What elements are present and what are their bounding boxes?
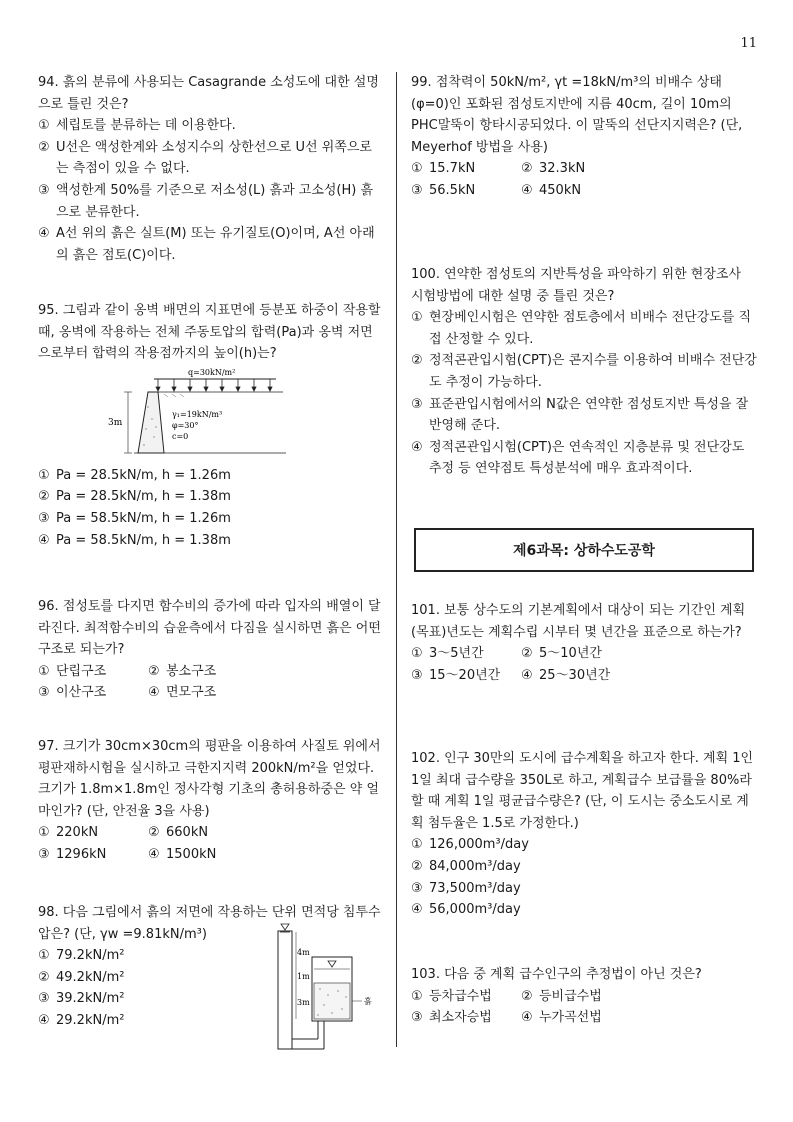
retaining-wall-figure — [108, 367, 288, 463]
cohesion-label: c=0 — [172, 431, 189, 441]
option-4[interactable]: ④ 25～30년간 — [521, 667, 611, 683]
question-95 — [38, 300, 384, 551]
option-2[interactable]: ② U선은 액성한계와 소성지수의 상한선으로 U선 위쪽으로는 측점이 있을 수 없다. — [38, 139, 372, 177]
option-3[interactable]: ③ 39.2kN/m² — [38, 991, 125, 1007]
option-3[interactable]: ③ 73,500m³/day — [411, 880, 521, 896]
option-2[interactable]: ② 49.2kN/m² — [38, 969, 125, 985]
question-stem: 99. 점착력이 50kN/m², γt =18kN/m³의 비배수 상태(φ=0)인 포화된 점성토지반에 지름 40cm, 길이 10m의 PHC말뚝이 항타시공되었다. 이 말뚝의 선단지지력은? (단, Meyerhof 방법을 사용) — [411, 75, 743, 155]
wall-height-label: 3m — [108, 417, 123, 428]
option-3[interactable]: ③ Pa = 58.5kN/m, h = 1.26m — [38, 510, 231, 526]
question-94 — [38, 72, 384, 266]
option-4[interactable]: ④ 56,000m³/day — [411, 902, 521, 918]
option-2[interactable]: ② 봉소구조 — [148, 663, 217, 679]
load-label: q=30kN/m² — [188, 367, 236, 377]
option-3[interactable]: ③ 표준관입시험에서의 N값은 연약한 점성토지반 특성을 잘 반영해 준다. — [411, 396, 749, 434]
option-3[interactable]: ③ 15～20년간 — [411, 667, 501, 683]
question-stem: 95. 그림과 같이 옹벽 배면의 지표면에 등분포 하중이 작용할 때, 옹벽에 작용하는 전체 주동토압의 합력(Pa)과 옹벽 저면으로부터 합력의 작용점까지의 높이(h)는? — [38, 303, 381, 362]
option-1[interactable]: ① 단립구조 — [38, 663, 107, 679]
question-102 — [411, 748, 757, 921]
unit-weight-label: γ₁=19kN/m³ — [172, 409, 223, 419]
question-stem: 94. 흙의 분류에 사용되는 Casagrande 소성도에 대한 설명으로 틀린 것은? — [38, 75, 379, 112]
option-4[interactable]: ④ 29.2kN/m² — [38, 1012, 125, 1028]
option-4[interactable]: ④ 450kN — [521, 182, 582, 198]
question-100 — [411, 264, 757, 480]
option-2[interactable]: ② 정적콘관입시험(CPT)은 콘지수를 이용하여 비배수 전단강도 추정이 가능하다. — [411, 353, 757, 390]
soil-label: 흙 — [364, 997, 372, 1007]
question-stem: 100. 연약한 점성토의 지반특성을 파악하기 위한 현장조사 시험방법에 대한 설명 중 틀린 것은? — [411, 267, 742, 304]
option-1[interactable]: ① 126,000m³/day — [411, 837, 529, 853]
question-stem: 96. 점성토를 다지면 함수비의 증가에 따라 입자의 배열이 달라진다. 최적함수비의 습윤측에서 다짐을 실시하면 흙은 어떤 구조로 되는가? — [38, 599, 381, 658]
option-1[interactable]: ① 등차급수법 — [411, 988, 492, 1004]
friction-angle-label: φ=30° — [172, 420, 199, 430]
option-4[interactable]: ④ Pa = 58.5kN/m, h = 1.38m — [38, 532, 231, 548]
option-4[interactable]: ④ 정적콘관입시험(CPT)은 연속적인 지층분류 및 전단강도 추정 등 연약점토 특성분석에 매우 효과적이다. — [411, 439, 745, 477]
question-99 — [411, 72, 757, 202]
height-3m-label: 3m — [297, 998, 310, 1008]
height-4m-label: 4m — [297, 948, 310, 958]
option-2[interactable]: ② Pa = 28.5kN/m, h = 1.38m — [38, 489, 231, 505]
option-1[interactable]: ① 세립토를 분류하는 데 이용한다. — [38, 118, 236, 134]
option-1[interactable]: ① 79.2kN/m² — [38, 948, 125, 964]
question-98 — [38, 902, 384, 1032]
option-4[interactable]: ④ A선 위의 흙은 실트(M) 또는 유기질토(O)이며, A선 아래의 흙은 점토(C)이다. — [38, 226, 375, 263]
question-101 — [411, 600, 757, 686]
option-2[interactable]: ② 5～10년간 — [521, 646, 602, 662]
question-stem: 98. 다음 그림에서 흙의 저면에 작용하는 단위 면적당 침투수압은? (단, γw =9.81kN/m³) — [38, 905, 381, 942]
option-3[interactable]: ③ 이산구조 — [38, 685, 107, 701]
question-stem: 103. 다음 중 계획 급수인구의 추정법이 아닌 것은? — [411, 967, 702, 982]
question-97 — [38, 736, 384, 866]
question-stem: 97. 크기가 30cm×30cm의 평판을 이용하여 사질토 위에서 평판재하시험을 실시하고 극한지지력 200kN/m²을 얻었다. 크기가 1.8m×1.8m인 정사각형 기초의 총허용하중은 약 얼마인가? (단, 안전율 3을 사용) — [38, 739, 381, 819]
question-stem: 101. 보통 상수도의 기본계획에서 대상이 되는 기간인 계획(목표)년도는 계획수립 시부터 몇 년간을 표준으로 하는가? — [411, 603, 746, 640]
option-3[interactable]: ③ 최소자승법 — [411, 1010, 492, 1026]
question-103 — [411, 964, 757, 1029]
option-1[interactable]: ① 220kN — [38, 825, 99, 841]
option-2[interactable]: ② 660kN — [148, 825, 209, 841]
question-stem: 102. 인구 30만의 도시에 급수계획을 하고자 한다. 계획 1인 1일 최대 급수량을 350L로 하고, 계획급수 보급률을 80%라 할 때 계획 1일 평균급수량은? (단, 이 도시는 중소도시로 계획 첨두율은 1.5로 가정한다.) — [411, 751, 754, 831]
option-2[interactable]: ② 등비급수법 — [521, 988, 602, 1004]
option-4[interactable]: ④ 면모구조 — [148, 685, 217, 701]
column-divider — [396, 72, 397, 1047]
option-3[interactable]: ③ 1296kN — [38, 846, 107, 862]
option-2[interactable]: ② 32.3kN — [521, 161, 586, 177]
option-4[interactable]: ④ 1500kN — [148, 846, 217, 862]
option-3[interactable]: ③ 액성한계 50%를 기준으로 저소성(L) 흙과 고소성(H) 흙으로 분류한다. — [38, 182, 374, 220]
option-3[interactable]: ③ 56.5kN — [411, 182, 476, 198]
option-2[interactable]: ② 84,000m³/day — [411, 858, 521, 874]
option-1[interactable]: ① 현장베인시험은 연약한 점토층에서 비배수 전단강도를 직접 산정할 수 있다. — [411, 310, 752, 347]
page-number: 11 — [740, 36, 757, 51]
option-4[interactable]: ④ 누가곡선법 — [521, 1010, 602, 1026]
option-1[interactable]: ① Pa = 28.5kN/m, h = 1.26m — [38, 467, 231, 483]
option-1[interactable]: ① 15.7kN — [411, 161, 476, 177]
option-1[interactable]: ① 3～5년간 — [411, 646, 484, 662]
question-96 — [38, 596, 384, 704]
height-1m-label: 1m — [297, 972, 310, 982]
section-title: 제6과목: 상하수도공학 — [414, 528, 754, 572]
seepage-figure — [268, 921, 380, 1051]
